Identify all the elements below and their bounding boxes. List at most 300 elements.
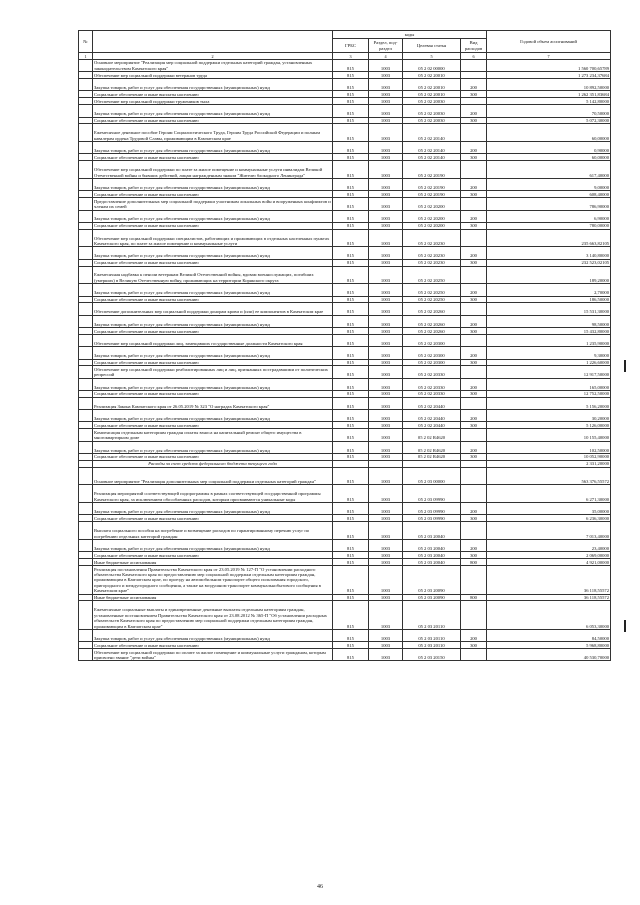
row-name-cell: Социальное обеспечение и иные выплаты населению	[93, 296, 333, 303]
csr-cell: 05 2 02 20300	[403, 334, 461, 346]
csr-cell: 05 2 02 20330	[403, 366, 461, 378]
vr-cell: 800	[461, 594, 487, 601]
row-name-cell: Социальное обеспечение и иные выплаты населению	[93, 391, 333, 398]
grbs-cell: 815	[333, 60, 369, 72]
grbs-cell: 815	[333, 366, 369, 378]
sum-cell: 2 069,00000	[487, 552, 611, 559]
vr-cell: 300	[461, 453, 487, 460]
razdel-cell: 1003	[369, 198, 403, 210]
row-name-cell: Социальное обеспечение и иные выплаты населению	[93, 552, 333, 559]
csr-cell: 05 2 02 20440	[403, 397, 461, 409]
row-num-cell	[79, 266, 93, 284]
row-name-cell: Закупка товаров, работ и услуг для обеспечения государственных (муниципальных) нужд	[93, 247, 333, 259]
col-csr-header: Целевая статья	[403, 39, 461, 53]
sum-cell: 10 892,50000	[487, 79, 611, 91]
row-name-cell: Иные бюджетные ассигнования	[93, 559, 333, 566]
sum-cell: 617,40000	[487, 161, 611, 179]
razdel-cell: 1003	[369, 397, 403, 409]
sum-cell: 15 531,30000	[487, 303, 611, 315]
csr-cell: 05 2 02 20230	[403, 229, 461, 247]
row-num-cell	[79, 91, 93, 98]
table-row	[79, 124, 611, 142]
grbs-cell: 815	[333, 410, 369, 422]
razdel-cell: 1003	[369, 210, 403, 222]
csr-cell: 05 2 02 20230	[403, 259, 461, 266]
row-name-cell: Реализация мероприятий соответствующей подпрограммы в рамках соответствующей государственной программы Камчатского края, за исключением обособленных расходов, которым присваиваются уникальные коды	[93, 485, 333, 503]
grbs-cell: 815	[333, 378, 369, 390]
sum-cell: 15 432,80000	[487, 328, 611, 335]
row-name-cell: Социальное обеспечение и иные выплаты населению	[93, 515, 333, 522]
row-name-cell: Обеспечение дополнительных мер социальной поддержки донорам крови и (или) ее компонентов в Камчатском крае	[93, 303, 333, 315]
col-grbs-header: ГРБС	[333, 39, 369, 53]
row-name-cell: Социальное обеспечение и иные выплаты населению	[93, 91, 333, 98]
table-row	[79, 467, 611, 485]
row-num-cell	[79, 453, 93, 460]
sum-cell: 4 921,00000	[487, 559, 611, 566]
sum-cell: 563 376,55572	[487, 467, 611, 485]
grbs-cell: 815	[333, 601, 369, 630]
table-row	[79, 594, 611, 601]
grbs-cell: 815	[333, 117, 369, 124]
row-num-cell	[79, 642, 93, 649]
table-row	[79, 391, 611, 398]
table-row	[79, 347, 611, 359]
csr-cell: 05 2 02 20010	[403, 91, 461, 98]
sum-cell: 70,50000	[487, 105, 611, 117]
csr-cell: 05 2 02 20330	[403, 378, 461, 390]
razdel-cell: 1003	[369, 629, 403, 641]
row-num-cell	[79, 284, 93, 296]
razdel-cell: 1003	[369, 72, 403, 79]
csr-cell: 05 2 02 20230	[403, 247, 461, 259]
row-name-cell: Компенсация отдельным категориям граждан оплаты взноса на капитальный ремонт общего имущества в многоквартирном доме	[93, 429, 333, 441]
grbs-cell: 815	[333, 191, 369, 198]
razdel-cell: 1003	[369, 366, 403, 378]
csr-cell: 05 2 02 20200	[403, 222, 461, 229]
table-row	[79, 91, 611, 98]
grbs-cell: 815	[333, 284, 369, 296]
row-num-cell	[79, 649, 93, 661]
column-number-cell: 3	[333, 53, 369, 60]
vr-cell: 300	[461, 552, 487, 559]
row-name-cell: Закупка товаров, работ и услуг для обеспечения государственных (муниципальных) нужд	[93, 284, 333, 296]
csr-cell: 05 2 03 00000	[403, 467, 461, 485]
vr-cell	[461, 649, 487, 661]
row-name-cell: Социальное обеспечение и иные выплаты населению	[93, 117, 333, 124]
grbs-cell: 815	[333, 142, 369, 154]
razdel-cell: 1003	[369, 515, 403, 522]
razdel-cell: 1003	[369, 642, 403, 649]
vr-cell: 300	[461, 222, 487, 229]
razdel-cell: 1003	[369, 179, 403, 191]
row-num-cell	[79, 410, 93, 422]
razdel-cell: 1003	[369, 284, 403, 296]
sum-cell: 102,50000	[487, 441, 611, 453]
row-num-cell	[79, 629, 93, 641]
grbs-cell: 815	[333, 453, 369, 460]
csr-cell	[403, 460, 461, 467]
grbs-cell: 815	[333, 629, 369, 641]
vr-cell	[461, 485, 487, 503]
row-name-cell: Закупка товаров, работ и услуг для обеспечения государственных (муниципальных) нужд	[93, 503, 333, 515]
row-name-cell: Социальное обеспечение и иные выплаты населению	[93, 154, 333, 161]
csr-cell: 05 2 02 20260	[403, 328, 461, 335]
csr-cell: 05 2 02 20250	[403, 296, 461, 303]
razdel-cell: 1003	[369, 229, 403, 247]
sum-cell: 6 271,30000	[487, 485, 611, 503]
grbs-cell: 815	[333, 179, 369, 191]
table-row	[79, 98, 611, 105]
razdel-cell: 1003	[369, 91, 403, 98]
csr-cell: 05 2 03 09990	[403, 503, 461, 515]
row-num-cell	[79, 378, 93, 390]
vr-cell	[461, 397, 487, 409]
vr-cell	[461, 303, 487, 315]
grbs-cell: 815	[333, 79, 369, 91]
vr-cell	[461, 429, 487, 441]
table-row	[79, 552, 611, 559]
sum-cell: 165,00000	[487, 378, 611, 390]
sum-cell: 5 156,20000	[487, 397, 611, 409]
csr-cell: 05 2 02 R4620	[403, 429, 461, 441]
vr-cell: 300	[461, 91, 487, 98]
csr-cell: 05 2 02 20010	[403, 72, 461, 79]
csr-cell: 05 2 02 20300	[403, 359, 461, 366]
grbs-cell: 815	[333, 315, 369, 327]
sum-cell: 235 663,82105	[487, 229, 611, 247]
row-name-cell: Обеспечение мер социальной поддержки по плате за жилое помещение и коммунальные услуги инвалидам Великой Отечественной войны и бывших действий, лицам награжденным знаком "Жителю блокадного Ленинграда"	[93, 161, 333, 179]
csr-cell: 05 2 03 20110	[403, 601, 461, 630]
row-num-cell	[79, 210, 93, 222]
table-row	[79, 566, 611, 595]
vr-cell: 200	[461, 441, 487, 453]
grbs-cell: 815	[333, 422, 369, 429]
grbs-cell: 815	[333, 198, 369, 210]
grbs-cell: 815	[333, 72, 369, 79]
csr-cell: 05 2 02 00000	[403, 60, 461, 72]
vr-cell	[461, 229, 487, 247]
col-sum-header: Годовой объем ассигнований	[487, 31, 611, 53]
table-row	[79, 284, 611, 296]
razdel-cell: 1003	[369, 429, 403, 441]
vr-cell: 800	[461, 559, 487, 566]
sum-cell: 5 072,30000	[487, 117, 611, 124]
grbs-cell: 815	[333, 154, 369, 161]
vr-cell	[461, 161, 487, 179]
row-name-cell: Социальное обеспечение и иные выплаты населению	[93, 191, 333, 198]
csr-cell: 05 2 02 20200	[403, 210, 461, 222]
csr-cell: 05 2 03 20150	[403, 649, 461, 661]
vr-cell: 300	[461, 515, 487, 522]
sum-cell: 35,00000	[487, 503, 611, 515]
row-name-cell: Закупка товаров, работ и услуг для обеспечения государственных (муниципальных) нужд	[93, 179, 333, 191]
row-name-cell: Социальное обеспечение и иные выплаты населению	[93, 222, 333, 229]
razdel-cell: 1003	[369, 378, 403, 390]
csr-cell: 05 2 03 20040	[403, 540, 461, 552]
row-name-cell: Реализация постановления Правительства Камчатского края от 23.05.2019 № 127-П "О установлении расходного обязательства Камчатского края по предоставлению мер социальной поддержки отдельным категориям граждан, проживающим в Камчатском крае, по проезду на автомобильном транспорте общего пользования городского, пригородного и междугородного сообщения, а также на воздушном транспорте коммунальнобытового сообщения в Камчатском крае"	[93, 566, 333, 595]
grbs-cell: 815	[333, 161, 369, 179]
grbs-cell: 815	[333, 429, 369, 441]
table-row	[79, 303, 611, 315]
grbs-cell: 815	[333, 515, 369, 522]
grbs-cell: 815	[333, 391, 369, 398]
sum-cell: 36 118,55572	[487, 566, 611, 595]
sum-cell: 5 968,80000	[487, 642, 611, 649]
sum-cell: 786,90000	[487, 198, 611, 210]
row-num-cell	[79, 566, 93, 595]
row-num-cell	[79, 460, 93, 467]
row-num-cell	[79, 296, 93, 303]
grbs-cell: 815	[333, 552, 369, 559]
row-num-cell	[79, 98, 93, 105]
csr-cell: 05 2 02 20030	[403, 98, 461, 105]
grbs-cell: 815	[333, 98, 369, 105]
vr-cell: 200	[461, 105, 487, 117]
razdel-cell: 1003	[369, 485, 403, 503]
col-vr-header: Вид расходов	[461, 39, 487, 53]
sum-cell: 6,90000	[487, 210, 611, 222]
table-row	[79, 296, 611, 303]
sum-cell: 6 053,30000	[487, 601, 611, 630]
row-name-cell: Закупка товаров, работ и услуг для обеспечения государственных (муниципальных) нужд	[93, 79, 333, 91]
sum-cell: 189,20000	[487, 266, 611, 284]
row-num-cell	[79, 366, 93, 378]
table-row	[79, 601, 611, 630]
razdel-cell: 1003	[369, 161, 403, 179]
sum-cell: 40 530,70000	[487, 649, 611, 661]
table-row	[79, 79, 611, 91]
vr-cell: 200	[461, 410, 487, 422]
table-row	[79, 629, 611, 641]
vr-cell	[461, 366, 487, 378]
razdel-cell: 1003	[369, 649, 403, 661]
sum-cell: 84,50000	[487, 629, 611, 641]
row-num-cell	[79, 540, 93, 552]
vr-cell: 200	[461, 378, 487, 390]
csr-cell: 05 2 03 20110	[403, 629, 461, 641]
table-row	[79, 649, 611, 661]
row-name-cell: Реализация Закона Камчатского края от 26.05.2019 № 323 "О наградах Камчатского края"	[93, 397, 333, 409]
row-num-cell	[79, 161, 93, 179]
row-num-cell	[79, 191, 93, 198]
csr-cell: 05 2 03 09990	[403, 485, 461, 503]
razdel-cell: 1003	[369, 359, 403, 366]
table-row	[79, 105, 611, 117]
vr-cell: 200	[461, 347, 487, 359]
csr-cell: 05 2 03 20040	[403, 522, 461, 540]
vr-cell	[461, 566, 487, 595]
table-row	[79, 540, 611, 552]
grbs-cell: 815	[333, 259, 369, 266]
table-row	[79, 259, 611, 266]
column-number-cell: 2	[93, 53, 333, 60]
sum-cell: 6 236,30000	[487, 515, 611, 522]
vr-cell: 200	[461, 247, 487, 259]
row-num-cell	[79, 105, 93, 117]
grbs-cell: 815	[333, 229, 369, 247]
table-row	[79, 378, 611, 390]
grbs-cell: 815	[333, 91, 369, 98]
razdel-cell: 1003	[369, 247, 403, 259]
csr-cell: 05 2 03 20040	[403, 552, 461, 559]
table-row	[79, 198, 611, 210]
csr-cell: 05 2 02 20030	[403, 117, 461, 124]
page-number: 46	[317, 884, 323, 890]
table-row	[79, 485, 611, 503]
row-num-cell	[79, 247, 93, 259]
row-num-cell	[79, 198, 93, 210]
grbs-cell: 815	[333, 649, 369, 661]
sum-cell: 12 752,50000	[487, 391, 611, 398]
razdel-cell: 1003	[369, 328, 403, 335]
csr-cell: 05 2 02 20330	[403, 391, 461, 398]
csr-cell: 05 2 02 20250	[403, 266, 461, 284]
table-row	[79, 460, 611, 467]
grbs-cell: 815	[333, 303, 369, 315]
vr-cell: 300	[461, 117, 487, 124]
row-name-cell: Ежемесячные социальные выплаты и единовременные денежные выплаты отдельным категориям граждан, установленные постановлением Правительства Камчатского края от 23.08.2012 № 365-П "Об установлении расходных обязательств Камчатского края по предоставлению мер социальной поддержки отдельным категориям граждан, проживающим в Камчатском крае"	[93, 601, 333, 630]
csr-cell: 05 2 02 R4620	[403, 441, 461, 453]
table-row	[79, 328, 611, 335]
row-num-cell	[79, 154, 93, 161]
table-row	[79, 142, 611, 154]
vr-cell: 200	[461, 629, 487, 641]
vr-cell: 200	[461, 142, 487, 154]
sum-cell: 1 273 234,37684	[487, 72, 611, 79]
row-name-cell: Закупка товаров, работ и услуг для обеспечения государственных (муниципальных) нужд	[93, 142, 333, 154]
razdel-cell: 1003	[369, 441, 403, 453]
sum-cell: 23,40000	[487, 540, 611, 552]
row-name-cell: Ежемесячное денежное пособие Героям Социалистического Труда, Героям Труда Российской Федерации и полным кавалерам ордена Трудовой Славы, проживающим в Камчатском крае	[93, 124, 333, 142]
row-num-cell	[79, 397, 93, 409]
sum-cell: 9,30000	[487, 347, 611, 359]
row-num-cell	[79, 594, 93, 601]
vr-cell	[461, 266, 487, 284]
row-name-cell: Социальное обеспечение и иные выплаты населению	[93, 453, 333, 460]
grbs-cell: 815	[333, 441, 369, 453]
table-row	[79, 334, 611, 346]
vr-cell	[461, 60, 487, 72]
sum-cell: 186,50000	[487, 296, 611, 303]
row-num-cell	[79, 334, 93, 346]
row-name-cell: Закупка товаров, работ и услуг для обеспечения государственных (муниципальных) нужд	[93, 410, 333, 422]
table-row	[79, 179, 611, 191]
row-num-cell	[79, 601, 93, 630]
col-razdel-header: Раздел, под-раздел	[369, 39, 403, 53]
row-name-cell: Расходы за счет средств федерального бюджета текущего года	[93, 460, 333, 467]
table-row	[79, 60, 611, 72]
grbs-cell: 815	[333, 124, 369, 142]
row-num-cell	[79, 347, 93, 359]
sum-cell: 60,00000	[487, 154, 611, 161]
table-row	[79, 315, 611, 327]
vr-cell: 300	[461, 296, 487, 303]
csr-cell: 05 2 02 20440	[403, 410, 461, 422]
budget-table-page	[78, 30, 610, 661]
csr-cell: 05 2 02 20190	[403, 161, 461, 179]
grbs-cell: 815	[333, 347, 369, 359]
razdel-cell: 1003	[369, 105, 403, 117]
csr-cell: 05 2 02 20010	[403, 79, 461, 91]
sum-cell: 5 126,00000	[487, 422, 611, 429]
row-name-cell: Закупка товаров, работ и услуг для обеспечения государственных (муниципальных) нужд	[93, 629, 333, 641]
row-name-cell: Социальное обеспечение и иные выплаты населению	[93, 642, 333, 649]
razdel-cell: 1003	[369, 334, 403, 346]
vr-cell	[461, 198, 487, 210]
razdel-cell: 1003	[369, 347, 403, 359]
razdel-cell: 1003	[369, 117, 403, 124]
column-numbers-row	[79, 53, 611, 60]
column-number-cell: 6	[461, 53, 487, 60]
grbs-cell: 815	[333, 247, 369, 259]
row-name-cell: Социальное обеспечение и иные выплаты населению	[93, 359, 333, 366]
grbs-cell: 815	[333, 566, 369, 595]
razdel-cell: 1003	[369, 559, 403, 566]
razdel-cell: 1003	[369, 522, 403, 540]
vr-cell: 300	[461, 642, 487, 649]
row-name-cell: Основное мероприятие "Реализация мер социальной поддержки отдельных категорий граждан, установленных законодательством Камчатского края"	[93, 60, 333, 72]
row-name-cell: Закупка товаров, работ и услуг для обеспечения государственных (муниципальных) нужд	[93, 441, 333, 453]
row-num-cell	[79, 124, 93, 142]
table-row	[79, 429, 611, 441]
row-name-cell: Обеспечение мер социальной поддержки по оплате за жилое помещение и коммунальные услуги гражданам, которым присвоено звание "дети войны"	[93, 649, 333, 661]
sum-cell: 232 523,02105	[487, 259, 611, 266]
sum-cell: 5 142,80000	[487, 98, 611, 105]
razdel-cell: 1003	[369, 594, 403, 601]
column-number-cell: 4	[369, 53, 403, 60]
razdel-cell: 1003	[369, 296, 403, 303]
sum-cell: 3 140,80000	[487, 247, 611, 259]
row-num-cell	[79, 429, 93, 441]
razdel-cell: 1003	[369, 601, 403, 630]
sum-cell: 12 917,50000	[487, 366, 611, 378]
csr-cell: 05 2 02 20440	[403, 422, 461, 429]
razdel-cell: 1003	[369, 60, 403, 72]
csr-cell: 05 2 02 20260	[403, 303, 461, 315]
csr-cell: 05 2 03 20090	[403, 594, 461, 601]
razdel-cell: 1003	[369, 566, 403, 595]
csr-cell: 05 2 02 20140	[403, 124, 461, 142]
vr-cell: 200	[461, 79, 487, 91]
row-num-cell	[79, 259, 93, 266]
sum-cell: 0,90000	[487, 142, 611, 154]
vr-cell	[461, 334, 487, 346]
row-name-cell: Иные бюджетные ассигнования	[93, 594, 333, 601]
grbs-cell: 815	[333, 296, 369, 303]
vr-cell: 200	[461, 315, 487, 327]
table-row	[79, 422, 611, 429]
row-num-cell	[79, 552, 93, 559]
row-name-cell: Обеспечение мер социальной поддержки специалистов, работающих и проживающих в отдельных населенных пунктах Камчатского края, по плате за жилое помещение и коммунальные услуги	[93, 229, 333, 247]
col-codes-header: коды	[333, 31, 487, 39]
csr-cell: 05 2 03 20090	[403, 566, 461, 595]
sum-cell: 10 155,40000	[487, 429, 611, 441]
csr-cell: 05 2 02 20260	[403, 315, 461, 327]
sum-cell: 30,20000	[487, 410, 611, 422]
table-body	[79, 60, 611, 661]
csr-cell: 05 2 02 20190	[403, 191, 461, 198]
sum-cell: 9,00000	[487, 179, 611, 191]
sum-cell: 2,70000	[487, 284, 611, 296]
grbs-cell: 815	[333, 503, 369, 515]
vr-cell	[461, 601, 487, 630]
table-row	[79, 266, 611, 284]
razdel-cell: 1003	[369, 142, 403, 154]
table-row	[79, 222, 611, 229]
csr-cell: 05 2 02 20140	[403, 142, 461, 154]
vr-cell: 300	[461, 191, 487, 198]
sum-cell: 7 013,40000	[487, 522, 611, 540]
